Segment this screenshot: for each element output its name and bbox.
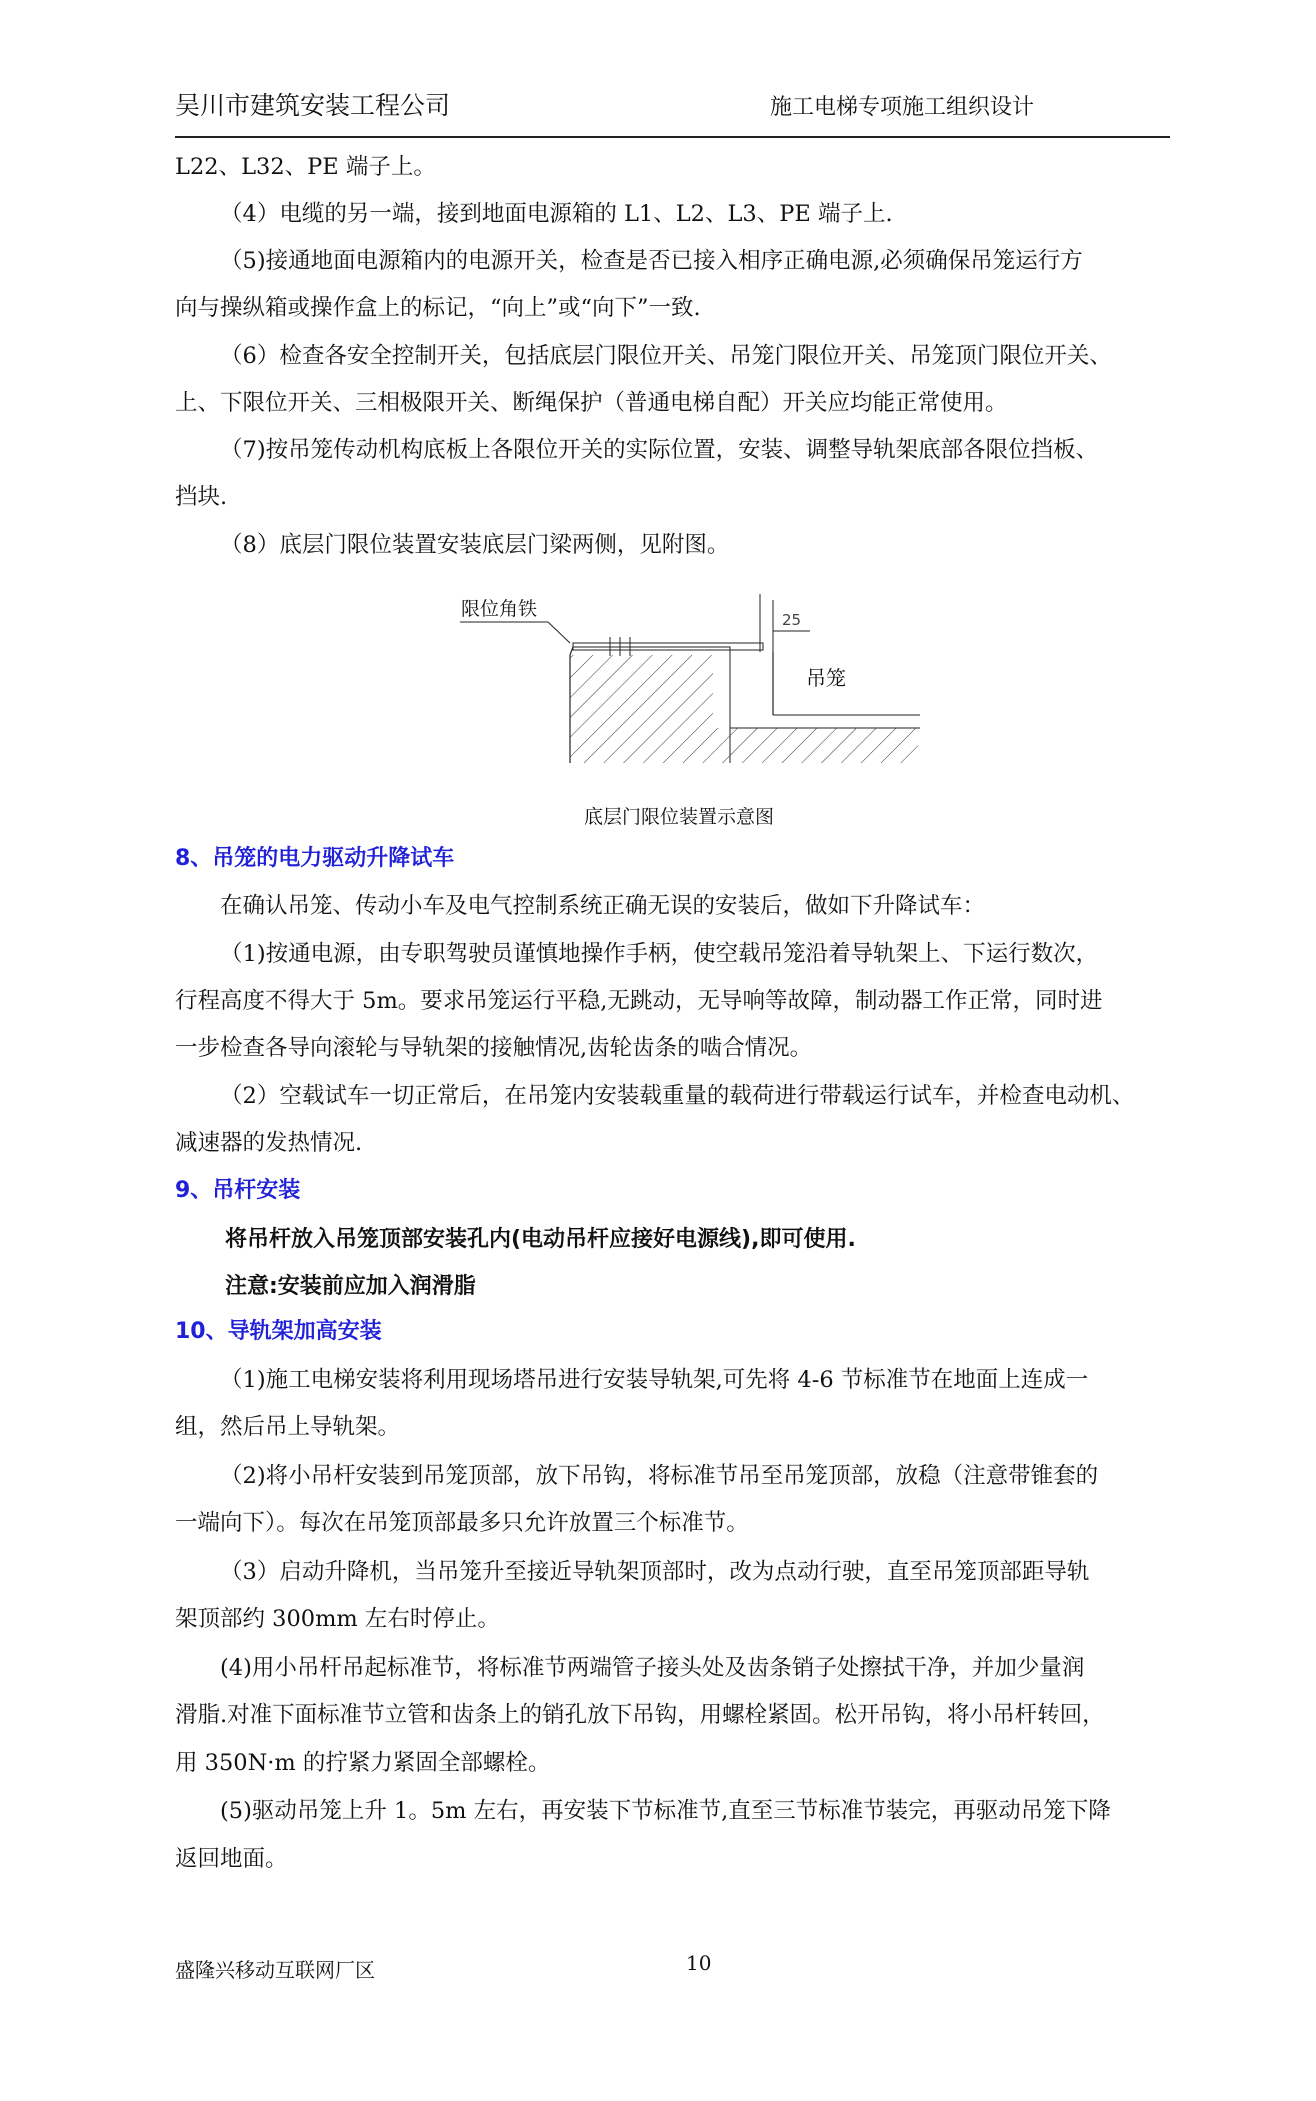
body-line: 上、下限位开关、三相极限开关、断绳保护（普通电梯自配）开关应均能正常使用。 [175,390,1008,416]
section-heading: 9、吊杆安装 [175,1178,301,1203]
cage-label: 吊笼 [806,666,846,690]
body-line: 减速器的发热情况. [175,1130,363,1156]
bold-note: 注意:安装前应加入润滑脂 [225,1274,476,1299]
body-line: （8）底层门限位装置安装底层门梁两侧，见附图。 [220,532,730,558]
body-line: （2）空载试车一切正常后，在吊笼内安装载重量的载荷进行带载运行试车，并检查电动机、 [220,1083,1135,1109]
bold-line: 将吊杆放入吊笼顶部安装孔内(电动吊杆应接好电源线),即可使用. [225,1227,856,1252]
dimension-value: 25 [782,611,802,629]
body-line: 行程高度不得大于 5m。要求吊笼运行平稳,无跳动，无导响等故障，制动器工作正常，同时进 [175,988,1103,1014]
angle-iron-label: 限位角铁 [461,598,538,620]
ground-hatch [713,728,918,763]
body-line: 一步检查各导向滚轮与导轨架的接触情况,齿轮齿条的啮合情况。 [175,1035,813,1061]
limit-device-diagram [430,580,930,800]
body-line: （4）电缆的另一端，接到地面电源箱的 L1、L2、L3、PE 端子上. [220,201,893,227]
floor-block [570,655,713,763]
body-line: 滑脂.对准下面标准节立管和齿条上的销孔放下吊钩，用螺栓紧固。松开吊钩，将小吊杆转回， [175,1702,1105,1728]
body-line: （2)将小吊杆安装到吊笼顶部，放下吊钩，将标准节吊至吊笼顶部，放稳（注意带锥套的 [220,1463,1099,1489]
body-line: 在确认吊笼、传动小车及电气控制系统正确无误的安装后，做如下升降试车： [220,893,986,919]
body-line: 架顶部约 300mm 左右时停止。 [175,1606,500,1632]
leader-line [548,622,570,643]
section-heading: 10、导轨架加高安装 [175,1319,382,1344]
body-line: （7)按吊笼传动机构底板上各限位开关的实际位置，安装、调整导轨架底部各限位挡板、 [220,437,1099,463]
figure-caption: 底层门限位装置示意图 [584,806,775,828]
header-doc-title: 施工电梯专项施工组织设计 [770,95,1035,120]
body-line: 向与操纵箱或操作盒上的标记，“向上”或“向下”一致. [175,295,701,321]
header-divider [175,136,1170,138]
body-line: (4)用小吊杆吊起标准节，将标准节两端管子接头处及齿条销子处擦拭干净，并加少量润 [220,1655,1085,1681]
body-line: （1)施工电梯安装将利用现场塔吊进行安装导轨架,可先将 4-6 节标准节在地面上连成一 [220,1367,1089,1393]
body-line: （6）检查各安全控制开关，包括底层门限位开关、吊笼门限位开关、吊笼顶门限位开关、 [220,343,1112,369]
body-line: （1)按通电源，由专职驾驶员谨慎地操作手柄，使空载吊笼沿着导轨架上、下运行数次， [220,941,1099,967]
footer-project: 盛隆兴移动互联网厂区 [175,1958,375,1982]
body-line: L22、L32、PE 端子上。 [175,154,436,180]
body-line: 一端向下）。每次在吊笼顶部最多只允许放置三个标准节。 [175,1510,749,1536]
body-line: 返回地面。 [175,1846,288,1872]
body-line: 挡块. [175,484,228,510]
header-company: 吴川市建筑安装工程公司 [175,91,451,120]
body-line: (5)驱动吊笼上升 1。5m 左右，再安装下节标准节,直至三节标准节装完，再驱动吊笼下降 [220,1798,1111,1824]
body-line: 组，然后吊上导轨架。 [175,1414,401,1440]
body-line: （5)接通地面电源箱内的电源开关，检查是否已接入相序正确电源,必须确保吊笼运行方 [220,248,1083,274]
body-line: （3）启动升降机，当吊笼升至接近导轨架顶部时，改为点动行驶，直至吊笼顶部距导轨 [220,1559,1090,1585]
body-line: 用 350N·m 的拧紧力紧固全部螺栓。 [175,1750,551,1776]
page-number: 10 [686,1951,712,1975]
section-heading: 8、吊笼的电力驱动升降试车 [175,846,455,871]
